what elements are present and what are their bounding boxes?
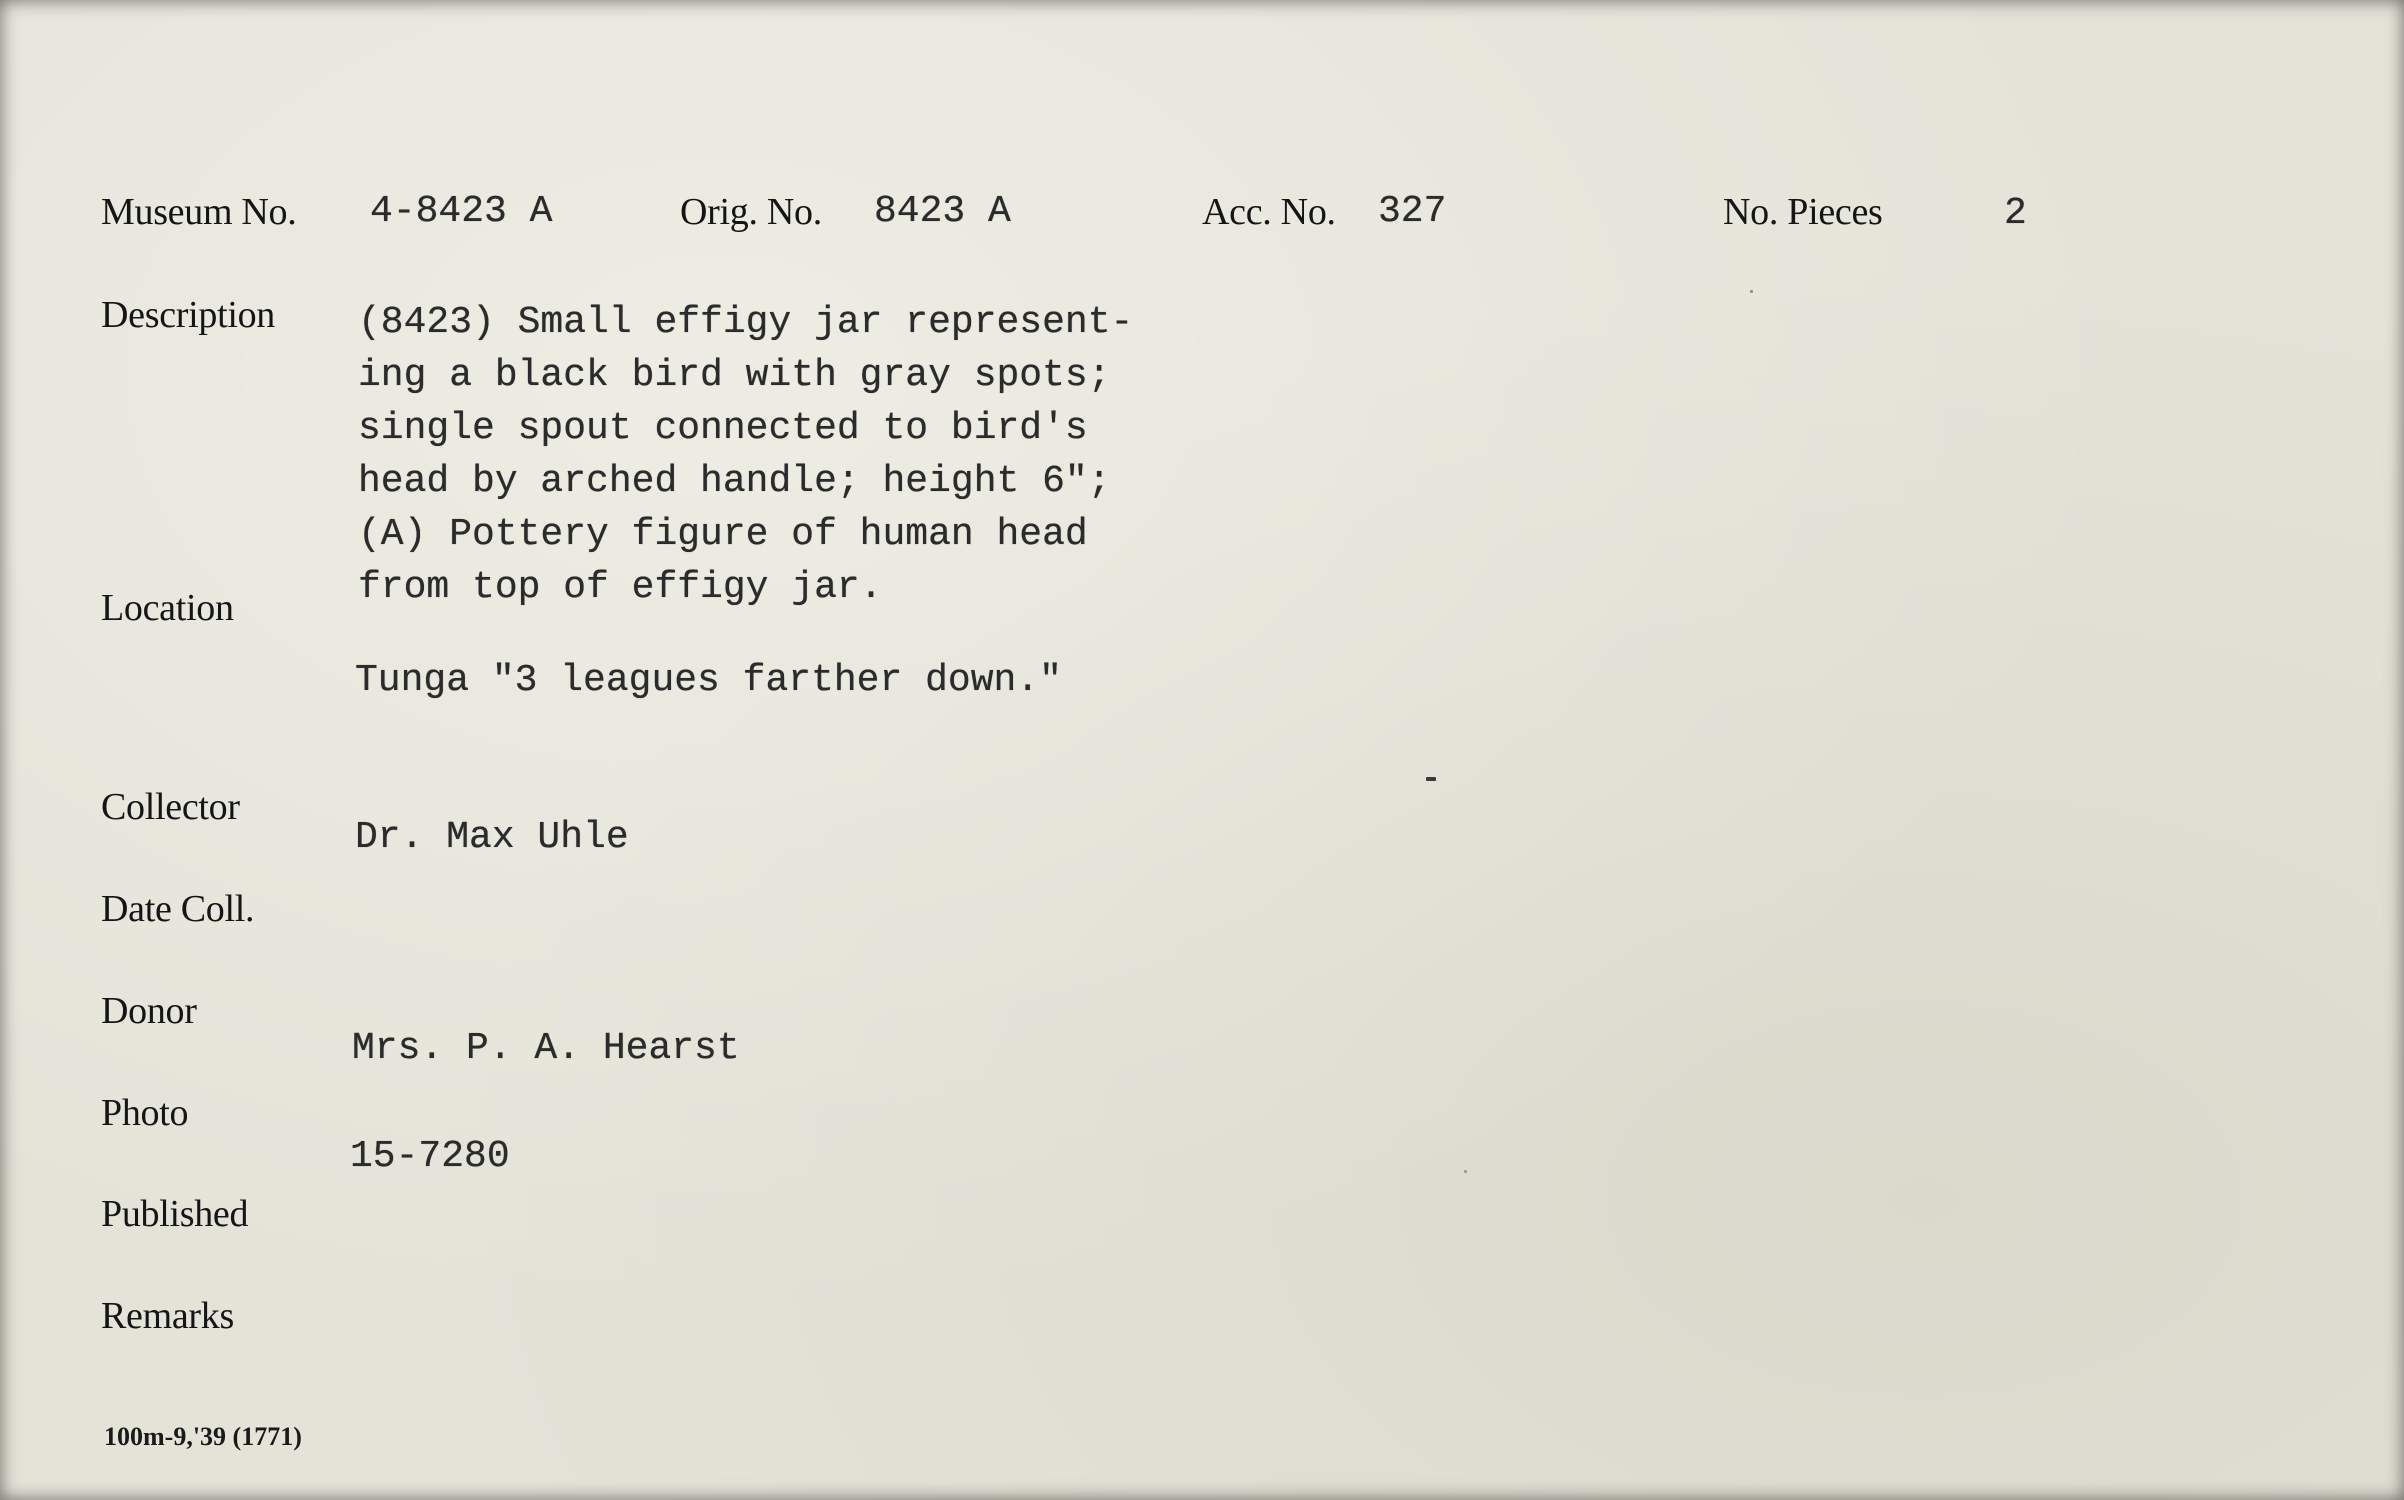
collector-value: Dr. Max Uhle [355,816,629,859]
museum-no-label: Museum No. [101,191,297,233]
published-label: Published [101,1193,249,1235]
description-line: ing a black bird with gray spots; [358,354,1111,397]
description-text [358,296,1133,614]
collector-label: Collector [101,786,240,828]
no-pieces-label: No. Pieces [1723,191,1883,233]
description-line: from top of effigy jar. [358,566,883,609]
description-line: (A) Pottery figure of human head [358,513,1088,556]
photo-value: 15-7280 [350,1135,510,1178]
location-value: Tunga "3 leagues farther down." [355,659,1062,702]
acc-no-value: 327 [1378,190,1447,233]
description-label: Description [101,294,275,336]
orig-no-label: Orig. No. [680,191,822,233]
orig-no-value: 8423 A [874,190,1011,233]
museum-no-value: 4-8423 A [370,190,553,233]
no-pieces-value: 2 [2004,192,2027,235]
description-line: single spout connected to bird's [358,407,1088,450]
acc-no-label: Acc. No. [1202,191,1336,233]
ink-speck [1426,777,1436,781]
ink-speck [1464,1170,1467,1173]
date-coll-label: Date Coll. [101,888,255,930]
remarks-label: Remarks [101,1295,234,1337]
description-line: head by arched handle; height 6"; [358,460,1111,503]
description-line: (8423) Small effigy jar represent- [358,301,1134,344]
photo-label: Photo [101,1092,189,1134]
ink-speck [1750,290,1753,293]
donor-label: Donor [101,990,197,1032]
location-label: Location [101,587,234,629]
print-code: 100m-9,'39 (1771) [104,1422,302,1451]
donor-value: Mrs. P. A. Hearst [352,1027,740,1070]
